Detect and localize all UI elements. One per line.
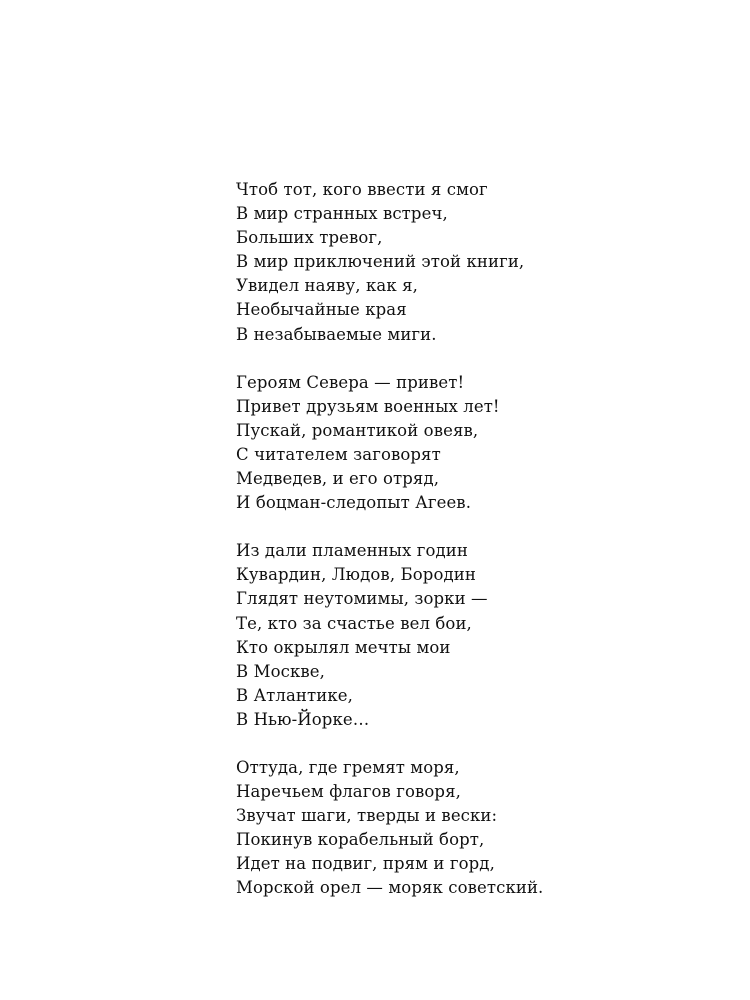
poem-line: В Атлантике, <box>236 685 353 705</box>
poem-line: Идет на подвиг, прям и горд, <box>236 854 495 874</box>
poem-line: Кувардин, Людов, Бородин <box>236 565 476 585</box>
poem-line: Увидел наяву, как я, <box>236 276 418 296</box>
poem-line: Медведев, и его отряд, <box>236 469 440 489</box>
poem-line: Героям Севера — привет! <box>236 372 465 392</box>
poem-line: Кто окрылял мечты мои <box>236 637 451 657</box>
poem-line: Чтоб тот, кого ввести я смог <box>236 180 488 199</box>
stanza-4 <box>236 756 716 901</box>
poem-line: В незабываемые миги. <box>236 324 437 344</box>
poem-line: Звучат шаги, тверды и вески: <box>236 806 498 826</box>
poem-line: Морской орел — моряк советский. <box>236 878 544 898</box>
poem-line: В Нью-Йорке… <box>236 709 370 729</box>
poem-line: И боцман-следопыт Агеев. <box>236 493 472 513</box>
stanza-3 <box>236 539 716 732</box>
poem-line: Больших тревог, <box>236 228 383 248</box>
poem-line: Привет друзьям военных лет! <box>236 396 500 416</box>
poem-line: В мир странных встреч, <box>236 204 448 224</box>
poem-line: В мир приключений этой книги, <box>236 252 525 272</box>
poem-line: Из дали пламенных годин <box>236 541 468 561</box>
poem-line: Необычайные края <box>236 300 407 320</box>
poem-line: Пускай, романтикой овеяв, <box>236 420 479 440</box>
poem-line: Наречьем флагов говоря, <box>236 782 461 802</box>
poem-line: Оттуда, где гремят моря, <box>236 757 460 777</box>
poem-line: С читателем заговорят <box>236 444 441 464</box>
poem-line: Глядят неутомимы, зорки — <box>236 589 488 609</box>
stanza-2 <box>236 371 716 516</box>
poem-line: В Москве, <box>236 661 325 681</box>
poem-line: Покинув корабельный борт, <box>236 830 485 850</box>
poem <box>236 178 716 925</box>
stanza-1 <box>236 178 716 347</box>
poem-line: Те, кто за счастье вел бои, <box>236 613 472 633</box>
